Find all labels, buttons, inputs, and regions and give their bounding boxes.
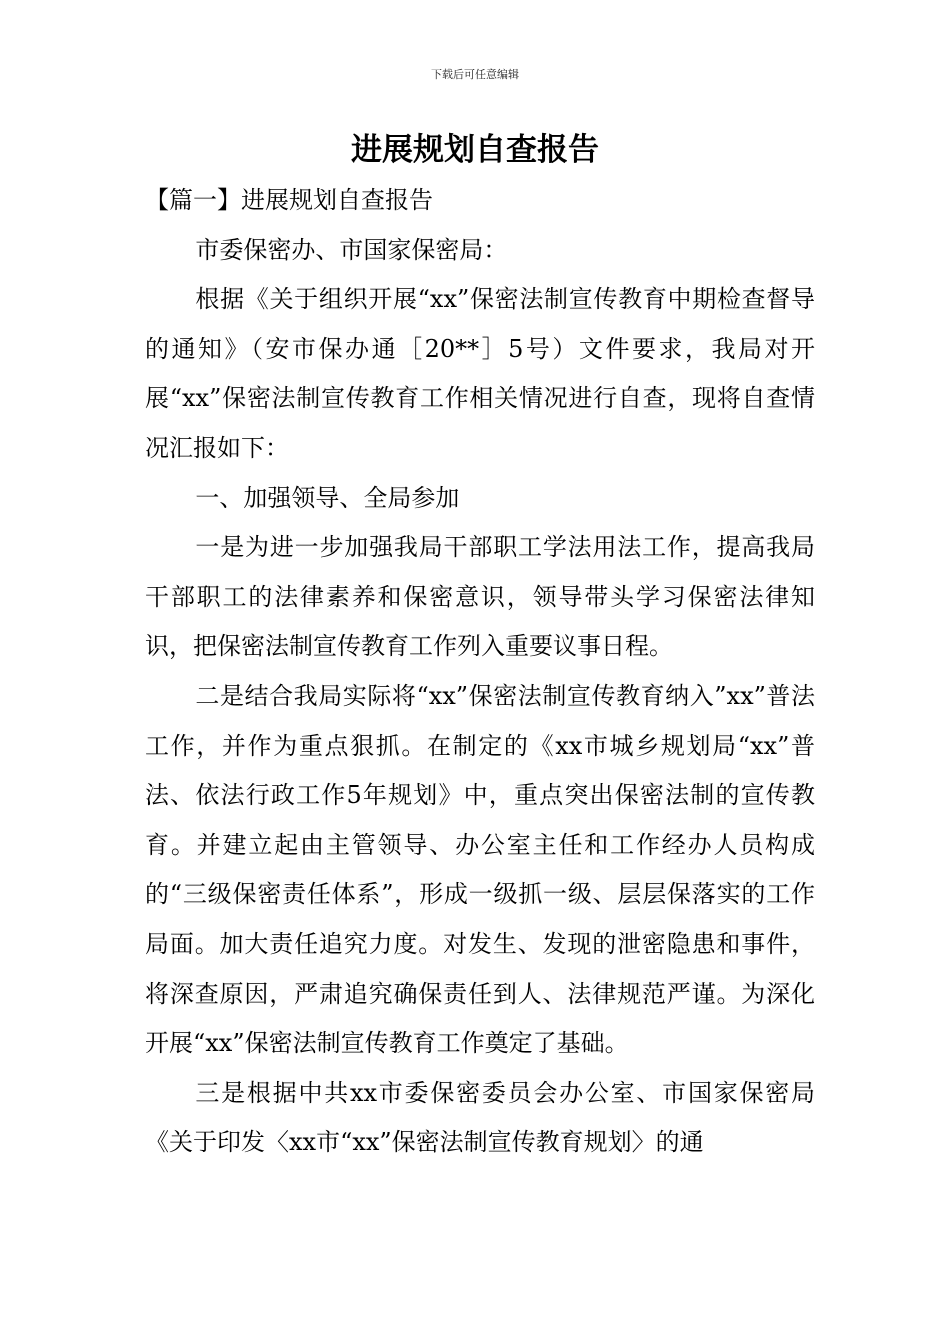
document-body [145,176,815,1168]
paragraph-point-one: 一是为进一步加强我局干部职工学法用法工作，提高我局干部职工的法律素养和保密意识，领导带头学习保密法律知识，把保密法制宣传教育工作列入重要议事日程。 [145,533,815,661]
paragraph-point-two: 二是结合我局实际将“xx”保密法制宣传教育纳入”xx”普法工作，并作为重点狠抓。在制定的《xx市城乡规划局“xx”普法、依法行政工作5年规划》中，重点突出保密法制的宣传教育。并建立起由主管领导、办公室主任和工作经办人员构成的“三级保密责任体系”，形成一级抓一级、层层保落实的工作局面。加大责任追究力度。对发生、发现的泄密隐患和事件，将深查原因，严肃追究确保责任到人、法律规范严谨。为深化开展“xx”保密法制宣传教育工作奠定了基础。 [145,681,815,1058]
paragraph-point-three: 三是根据中共xx市委保密委员会办公室、市国家保密局《关于印发〈xx市“xx”保密法制宣传教育规划〉的通 [145,1078,815,1157]
paragraph-intro: 根据《关于组织开展“xx”保密法制宣传教育中期检查督导的通知》（安市保办通［20**］5号）文件要求，我局对开展“xx”保密法制宣传教育工作相关情况进行自查，现将自查情况汇报如下： [145,285,815,462]
document-title: 进展规划自查报告 [351,132,599,168]
header-note: 下载后可任意编辑 [431,68,519,81]
subheading-leadership: 一、加强领导、全局参加 [195,483,460,512]
salutation: 市委保密办、市国家保密局： [195,235,508,264]
section-heading: 【篇一】进展规划自查报告 [145,186,433,214]
